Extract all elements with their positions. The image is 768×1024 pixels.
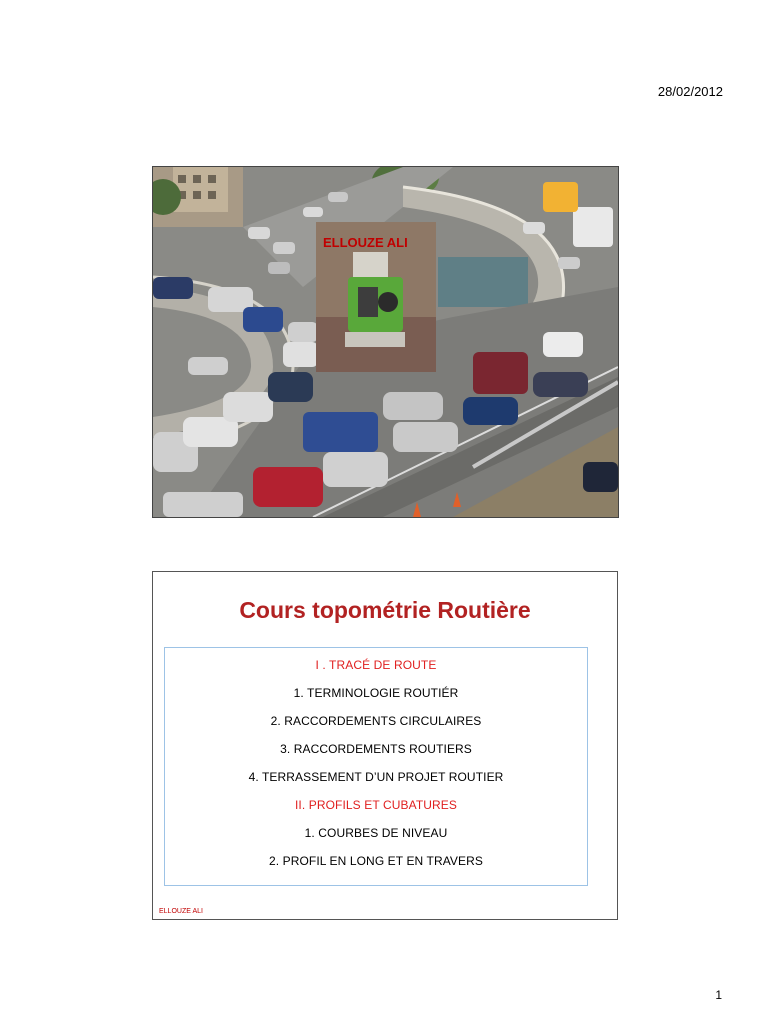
course-outline-slide — [152, 571, 618, 920]
outline-item: 1. COURBES DE NIVEAU — [304, 826, 448, 840]
outline-section-heading: I . TRACÉ DE ROUTE — [315, 658, 437, 672]
highway-photo — [153, 167, 618, 517]
outline-item: 4. TERRASSEMENT D’UN PROJET ROUTIER — [248, 770, 504, 784]
outline-box — [164, 647, 588, 886]
outline-list — [165, 656, 587, 880]
outline-item: 2. RACCORDEMENTS CIRCULAIRES — [270, 714, 482, 728]
date: 28/02/2012 — [657, 84, 723, 99]
page-number: 1 — [715, 988, 722, 1002]
highway-photo-slide — [152, 166, 619, 518]
slide-footer-author: ELLOUZE ALI — [159, 908, 203, 915]
course-title: Cours topométrie Routière — [239, 597, 531, 623]
outline-item: 1. TERMINOLOGIE ROUTIÉR — [293, 686, 459, 700]
outline-item: 2. PROFIL EN LONG ET EN TRAVERS — [268, 854, 484, 868]
photo-author-label: ELLOUZE ALI — [323, 235, 408, 250]
outline-item: 3. RACCORDEMENTS ROUTIERS — [280, 742, 472, 756]
outline-section-heading: II. PROFILS ET CUBATURES — [295, 798, 457, 812]
